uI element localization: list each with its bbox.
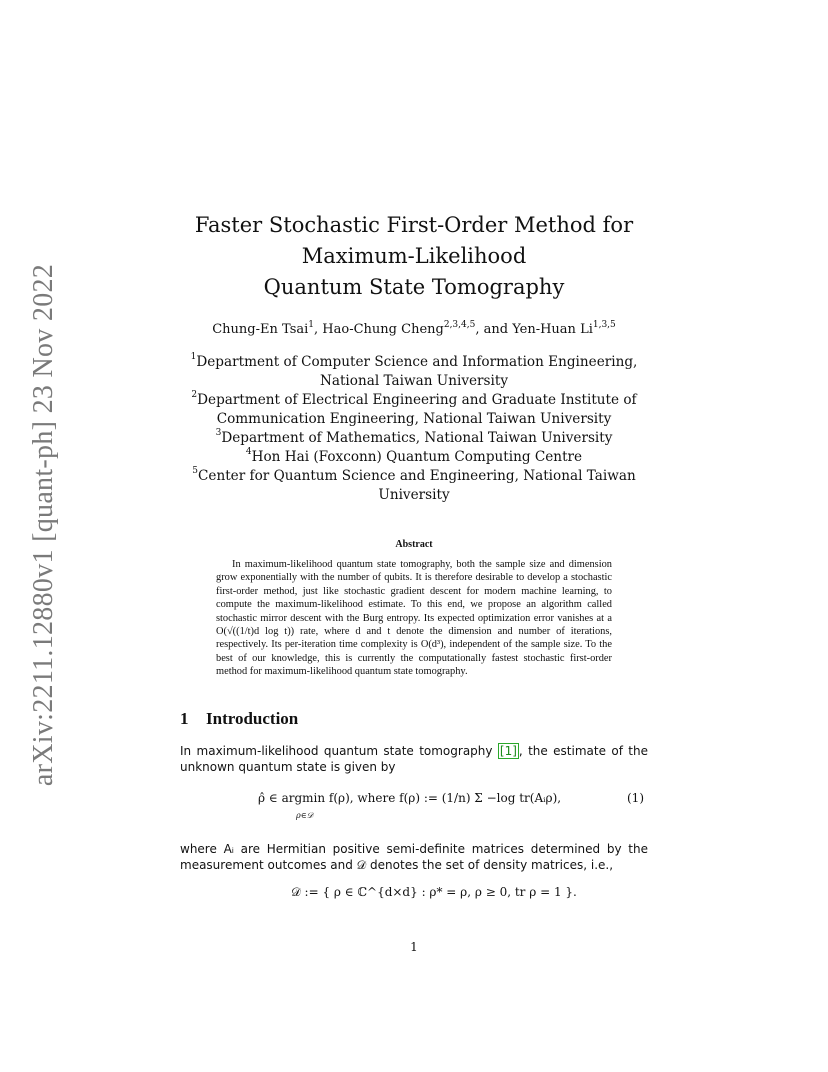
equation-number: (1) <box>627 790 644 805</box>
abstract-heading: Abstract <box>395 539 433 550</box>
author-affiliation-marker: 1,3,5 <box>592 319 616 330</box>
equation-density-set: 𝒟 := { ρ ∈ ℂ^{d×d} : ρ* = ρ, ρ ≥ 0, tr ρ = 1 }. <box>291 884 577 899</box>
section-heading <box>180 709 648 729</box>
citation-link[interactable]: [1] <box>499 743 517 758</box>
affiliation: $^5$Center for Quantum Science and Engineering, National Taiwan University <box>192 466 636 503</box>
arxiv-watermark <box>24 263 64 787</box>
affiliation: $^4$Hon Hai (Foxconn) Quantum Computing Centre <box>245 447 583 465</box>
intro-paragraph: In maximum-likelihood quantum state tomography [1] , the estimate of the unknown quantum state is given by <box>180 743 648 774</box>
title-line: Quantum State Tomography <box>263 275 565 299</box>
affiliation: $^3$Department of Mathematics, National Taiwan University <box>215 428 613 446</box>
author-name: Hao-Chung Cheng <box>322 322 444 337</box>
author-name: Yen-Huan Li <box>512 322 593 337</box>
author-separator: , and <box>475 322 513 337</box>
author-name: Chung-En Tsai <box>212 322 309 337</box>
paper-title <box>180 210 648 303</box>
author-separator: , <box>314 322 323 337</box>
section-title: Introduction <box>206 708 299 728</box>
argmin-subscript: ρ∈𝒟 <box>296 810 314 820</box>
paper-first-page <box>180 210 648 900</box>
section-number: 1 <box>180 708 189 728</box>
author-affiliation-marker: 1 <box>308 319 315 330</box>
intro-paragraph: where Aᵢ are Hermitian positive semi-definite matrices determined by the measurement outcomes and 𝒟 denotes the set of density matrices, i.e., <box>180 841 648 872</box>
title-line: Faster Stochastic First-Order Method for <box>194 213 634 237</box>
equation-1 <box>180 783 648 827</box>
arxiv-identifier: arXiv:2211.12880v1 [quant-ph] 23 Nov 2022 <box>28 263 60 787</box>
page-number: 1 <box>410 940 418 954</box>
equation-body: ρ̂ ∈ argmin f(ρ), where f(ρ) := (1/n) Σ −log tr(Aᵢρ), <box>258 790 562 805</box>
affiliation: $^2$Department of Electrical Engineering and Graduate Institute of Communication Engineering, National Taiwan University <box>191 390 637 427</box>
affiliation-list <box>180 353 648 505</box>
affiliation: $^1$Department of Computer Science and Information Engineering, National Taiwan University <box>190 352 638 389</box>
abstract-text: In maximum-likelihood quantum state tomography, both the sample size and dimension grow exponentially with the number of qubits. It is therefore desirable to develop a stochastic first-order method, just like stochastic gradient descent for modern machine learning, to compute the maximum-likelihood estimate. To this end, we propose an algorithm called stochastic mirror descent with the Burg entropy. Its expected optimization error vanishes at a O(√((1/t)d log t)) rate, where d and t denote the dimension and number of iterations, respectively. Its per-iteration time complexity is O(d³), independent of the sample size. To the best of our knowledge, this is currently the computationally fastest stochastic first-order method for maximum-likelihood quantum state tomography. <box>216 559 612 678</box>
author-list <box>180 321 648 339</box>
title-line: Maximum-Likelihood <box>301 244 527 268</box>
author-affiliation-marker: 2,3,4,5 <box>443 319 476 330</box>
